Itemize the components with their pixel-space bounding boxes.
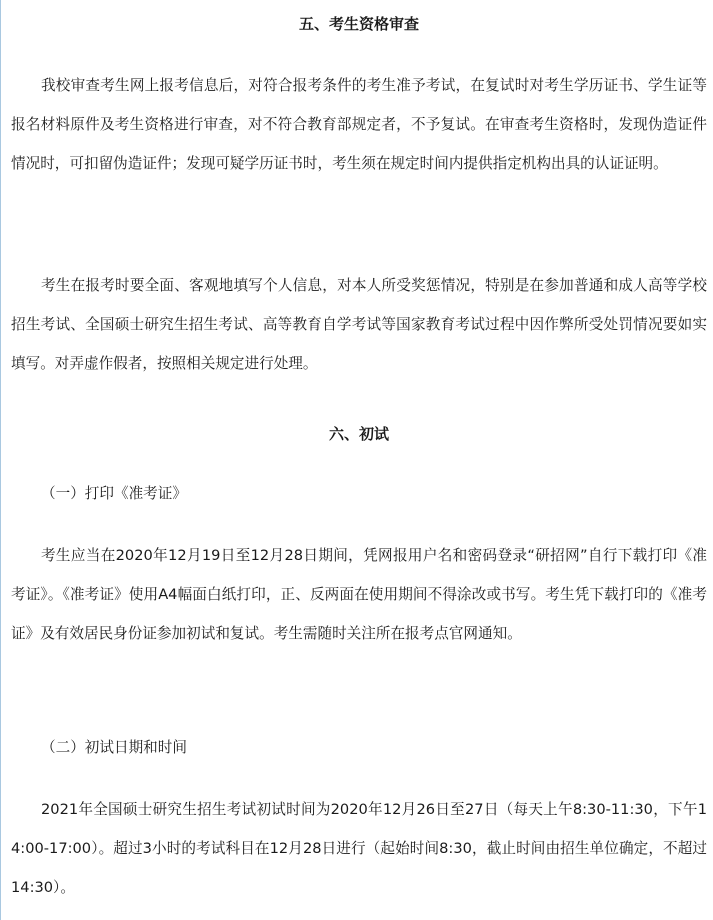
section-5-heading: 五、考生资格审查 (298, 15, 419, 33)
subsection-1-paragraph: 考生应当在2020年12月19日至12月28日期间，凭网报用户名和密码登录“研招网”自行下载打印《准考证》。《准考证》使用A4幅面白纸打印，正、反两面在使用期间不得涂改或书写。考生凭下载打印的《准考证》及有效居民身份证参加初试和复试。考生需随时关注所在报考点官网通知。 (11, 547, 707, 642)
subsection-1-heading: （一）打印《准考证》 (41, 485, 187, 502)
section-6-heading: 六、初试 (328, 425, 389, 443)
subsection-2-heading: （二）初试日期和时间 (41, 739, 187, 756)
section-5-paragraph-1: 我校审查考生网上报考信息后，对符合报考条件的考生准予考试，在复试时对考生学历证书、学生证等报名材料原件及考生资格进行审查，对不符合教育部规定者，不予复试。在审查考生资格时，发现伪造证件情况时，可扣留伪造证件；发现可疑学历证书时，考生须在规定时间内提供指定机构出具的认证证明。 (11, 77, 707, 172)
subsection-2-paragraph: 2021年全国硕士研究生招生考试初试时间为2020年12月26日至27日（每天上午8:30-11:30，下午14:00-17:00）。超过3小时的考试科目在12月28日进行（起始时间8:30，截止时间由招生单位确定，不超过14:30）。 (11, 801, 707, 896)
left-border-rule (0, 0, 1, 920)
section-5-paragraph-2: 考生在报考时要全面、客观地填写个人信息，对本人所受奖惩情况，特别是在参加普通和成人高等学校招生考试、全国硕士研究生招生考试、高等教育自学考试等国家教育考试过程中因作弊所受处罚情况要如实填写。对弄虚作假者，按照相关规定进行处理。 (11, 277, 707, 372)
